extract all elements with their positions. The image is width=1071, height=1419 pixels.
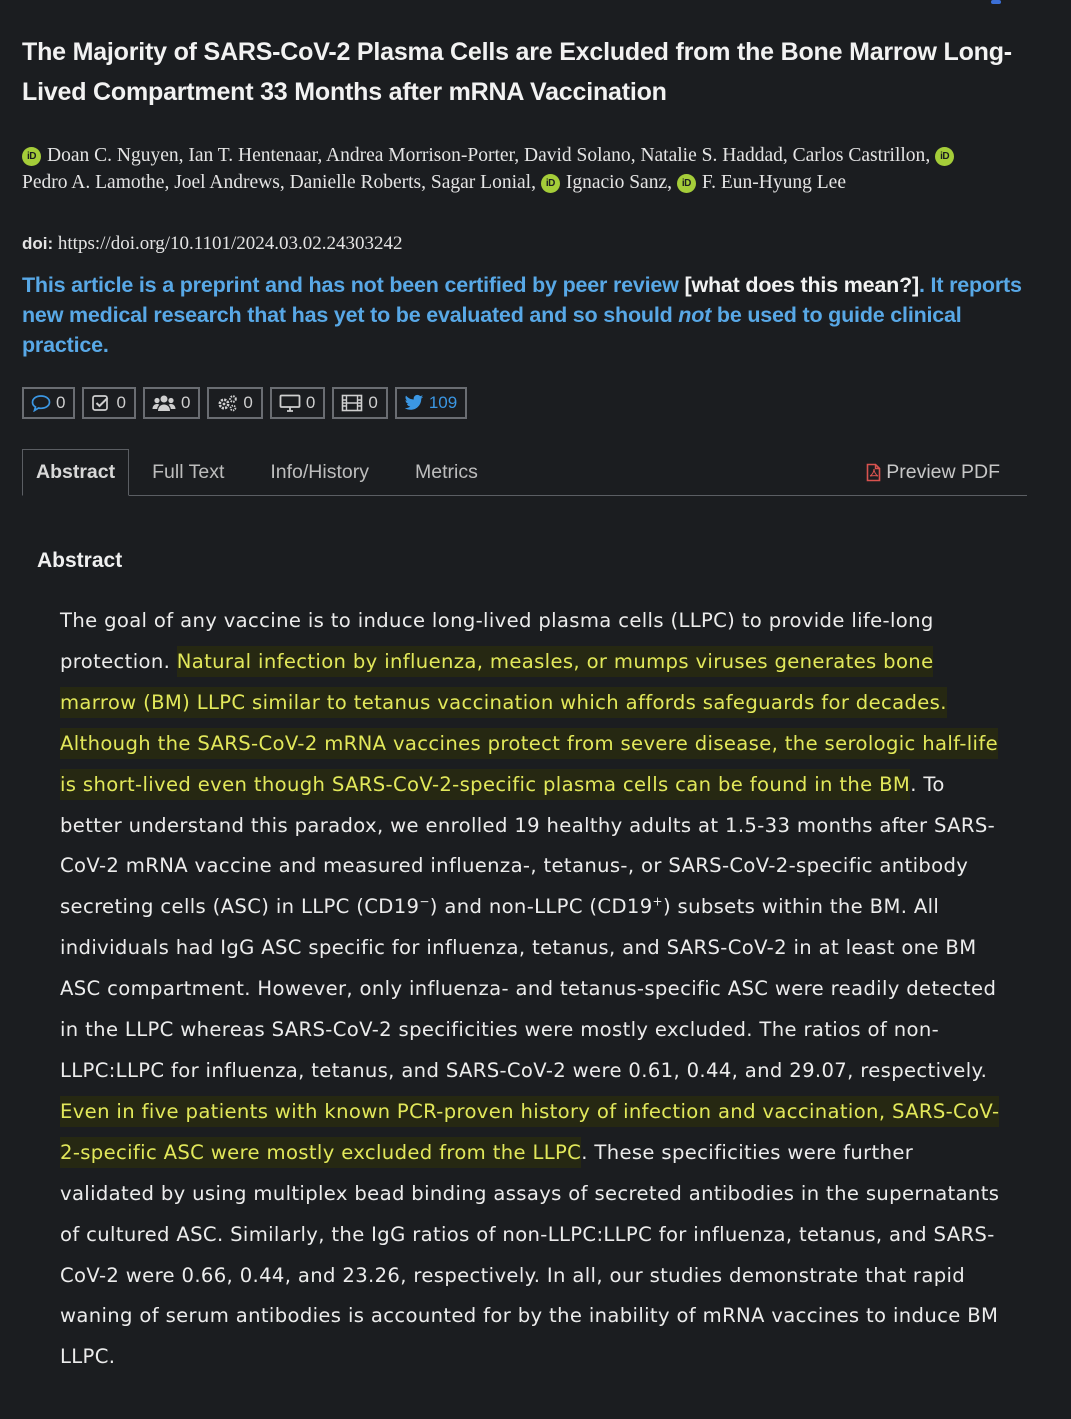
reviews-count: 0 xyxy=(116,393,126,412)
orcid-icon[interactable]: iD xyxy=(677,174,696,193)
doi-row xyxy=(22,233,403,255)
author-separator: , xyxy=(925,145,936,166)
author-name[interactable]: Pedro A. Lamothe xyxy=(22,172,165,193)
abstract-heading: Abstract xyxy=(37,549,123,572)
author-separator: , xyxy=(630,145,641,166)
tab-spacer xyxy=(501,449,843,495)
author-separator: , xyxy=(782,145,793,166)
orcid-icon[interactable]: iD xyxy=(935,147,954,166)
doi-label: doi: xyxy=(22,234,54,253)
tools-count: 0 xyxy=(243,393,253,412)
media-count: 0 xyxy=(305,393,316,412)
abstract-body xyxy=(60,601,1000,1378)
video-counter[interactable] xyxy=(332,387,387,419)
author-name[interactable]: F. Eun-Hyung Lee xyxy=(701,172,846,193)
abstract-text: ) subsets within the BM. All individuals had IgG ASC specific for influenza, tetanus, and SARS-CoV-2 in at least one BM ASC compartment. However, only influenza- and tetanus-specific ASC were readily detected in the LLPC whereas SARS-CoV-2 specificities were mostly excluded. The ratios of non-LLPC:LLPC for influenza, tetanus, and SARS-CoV-2 were 0.61, 0.44, and 29.07, respectively. xyxy=(60,895,997,1082)
superscript: − xyxy=(419,894,430,909)
author-name[interactable]: Sagar Lonial xyxy=(430,172,532,193)
community-count: 0 xyxy=(180,393,191,412)
comments-counter[interactable] xyxy=(22,387,75,419)
notice-emphasis: not xyxy=(678,303,712,327)
notice-bracket-close: ] xyxy=(912,273,920,297)
author-name[interactable]: Joel Andrews xyxy=(174,172,280,193)
reviews-counter[interactable] xyxy=(82,387,135,419)
notice-text-3: be used to guide clinical practice. xyxy=(22,303,962,357)
notice-bracket-open: [ xyxy=(684,273,692,297)
doi-link[interactable]: https://doi.org/10.1101/2024.03.02.24303242 xyxy=(57,233,403,254)
twitter-count: 109 xyxy=(428,393,458,412)
notice-text-2: . It reports new medical research that has yet to be evaluated and so should xyxy=(22,273,1022,327)
community-counter[interactable] xyxy=(143,387,200,419)
author-separator: , xyxy=(279,172,290,193)
tab-abstract[interactable]: Abstract xyxy=(22,449,129,496)
tab-full-text[interactable]: Full Text xyxy=(152,460,225,483)
preview-pdf-label: Preview PDF xyxy=(886,460,1000,483)
author-name[interactable]: Doan C. Nguyen xyxy=(47,145,179,166)
tools-counter[interactable] xyxy=(207,387,262,419)
article-tabs xyxy=(22,449,1027,496)
author-name[interactable]: Ian T. Hentenaar xyxy=(188,145,318,166)
author-separator: , xyxy=(531,172,541,193)
orcid-icon[interactable]: iD xyxy=(22,147,41,166)
twitter-counter[interactable] xyxy=(395,387,467,419)
twitter-icon xyxy=(404,394,424,412)
cogs-icon xyxy=(216,394,238,412)
abstract-text: . These specificities were further validated by using multiplex bead binding assays of secreted antibodies in the supernatants of cultured ASC. Similarly, the IgG ratios of non-LLPC:LLPC for influenza, tetanus, and SARS-CoV-2 were 0.66, 0.44, and 23.26, respectively. In all, our studies demonstrate that rapid waning of serum antibodies is accounted for by the inability of mRNA vaccines to induce BM LLPC. xyxy=(60,1140,1000,1369)
highlighted-text: Natural infection by influenza, measles, or mumps viruses generates bone marrow (BM) LLPC similar to tetanus vaccination which affords safeguards for decades. Although the SARS-CoV-2 mRNA vaccines protect from severe disease, the serologic half-life is short-lived even though SARS-CoV-2-specific plasma cells can be found in the BM xyxy=(60,649,998,796)
media-counter[interactable] xyxy=(270,387,325,419)
orcid-icon[interactable]: iD xyxy=(541,174,560,193)
author-separator: , xyxy=(514,145,524,166)
film-icon xyxy=(341,394,363,412)
author-name[interactable]: David Solano xyxy=(523,145,631,166)
preview-pdf-link[interactable] xyxy=(843,449,1027,495)
video-count: 0 xyxy=(368,393,378,412)
author-separator: , xyxy=(164,172,175,193)
top-accent-bar xyxy=(991,0,1001,4)
author-name[interactable]: Andrea Morrison-Porter xyxy=(326,145,515,166)
author-separator: , xyxy=(317,145,327,166)
author-separator: , xyxy=(421,172,431,193)
metrics-counter-bar xyxy=(22,387,467,419)
author-name[interactable]: Ignacio Sanz xyxy=(565,172,668,193)
author-separator: , xyxy=(178,145,189,166)
abstract-text: . To better understand this paradox, we enrolled 19 healthy adults at 1.5-33 months after SARS-CoV-2 mRNA vaccine and measured influenza-, tetanus-, or SARS-CoV-2-specific antibody secreting cells (ASC) in LLPC (CD19 xyxy=(60,772,996,919)
what-does-this-mean-link[interactable]: what does this mean? xyxy=(691,273,913,297)
comment-icon xyxy=(31,394,51,412)
author-name[interactable]: Carlos Castrillon xyxy=(792,145,926,166)
abstract-text: The goal of any vaccine is to induce long-lived plasma cells (LLPC) to provide life-long protection. xyxy=(60,609,934,673)
users-icon xyxy=(152,394,176,412)
notice-text: This article is a preprint and has not been certified by peer review xyxy=(22,273,685,297)
author-separator: , xyxy=(667,172,677,193)
superscript: + xyxy=(652,894,663,909)
check-square-icon xyxy=(91,394,111,412)
monitor-icon xyxy=(279,394,301,412)
preprint-notice xyxy=(22,270,1042,360)
pdf-file-icon xyxy=(866,463,881,482)
comments-count: 0 xyxy=(56,393,66,412)
tab-info-history[interactable]: Info/History xyxy=(270,460,369,483)
highlighted-text: Even in five patients with known PCR-proven history of infection and vaccination, SARS-CoV-2-specific ASC were mostly excluded from the LLPC xyxy=(60,1099,1000,1164)
author-list xyxy=(22,142,982,196)
tab-metrics[interactable]: Metrics xyxy=(414,460,478,483)
abstract-text: ) and non-LLPC (CD19 xyxy=(429,895,653,919)
article-title: The Majority of SARS-CoV-2 Plasma Cells are Excluded from the Bone Marrow Long-Lived Compartment 33 Months after mRNA Vaccination xyxy=(22,38,1012,106)
author-name[interactable]: Danielle Roberts xyxy=(289,172,422,193)
author-name[interactable]: Natalie S. Haddad xyxy=(640,145,783,166)
